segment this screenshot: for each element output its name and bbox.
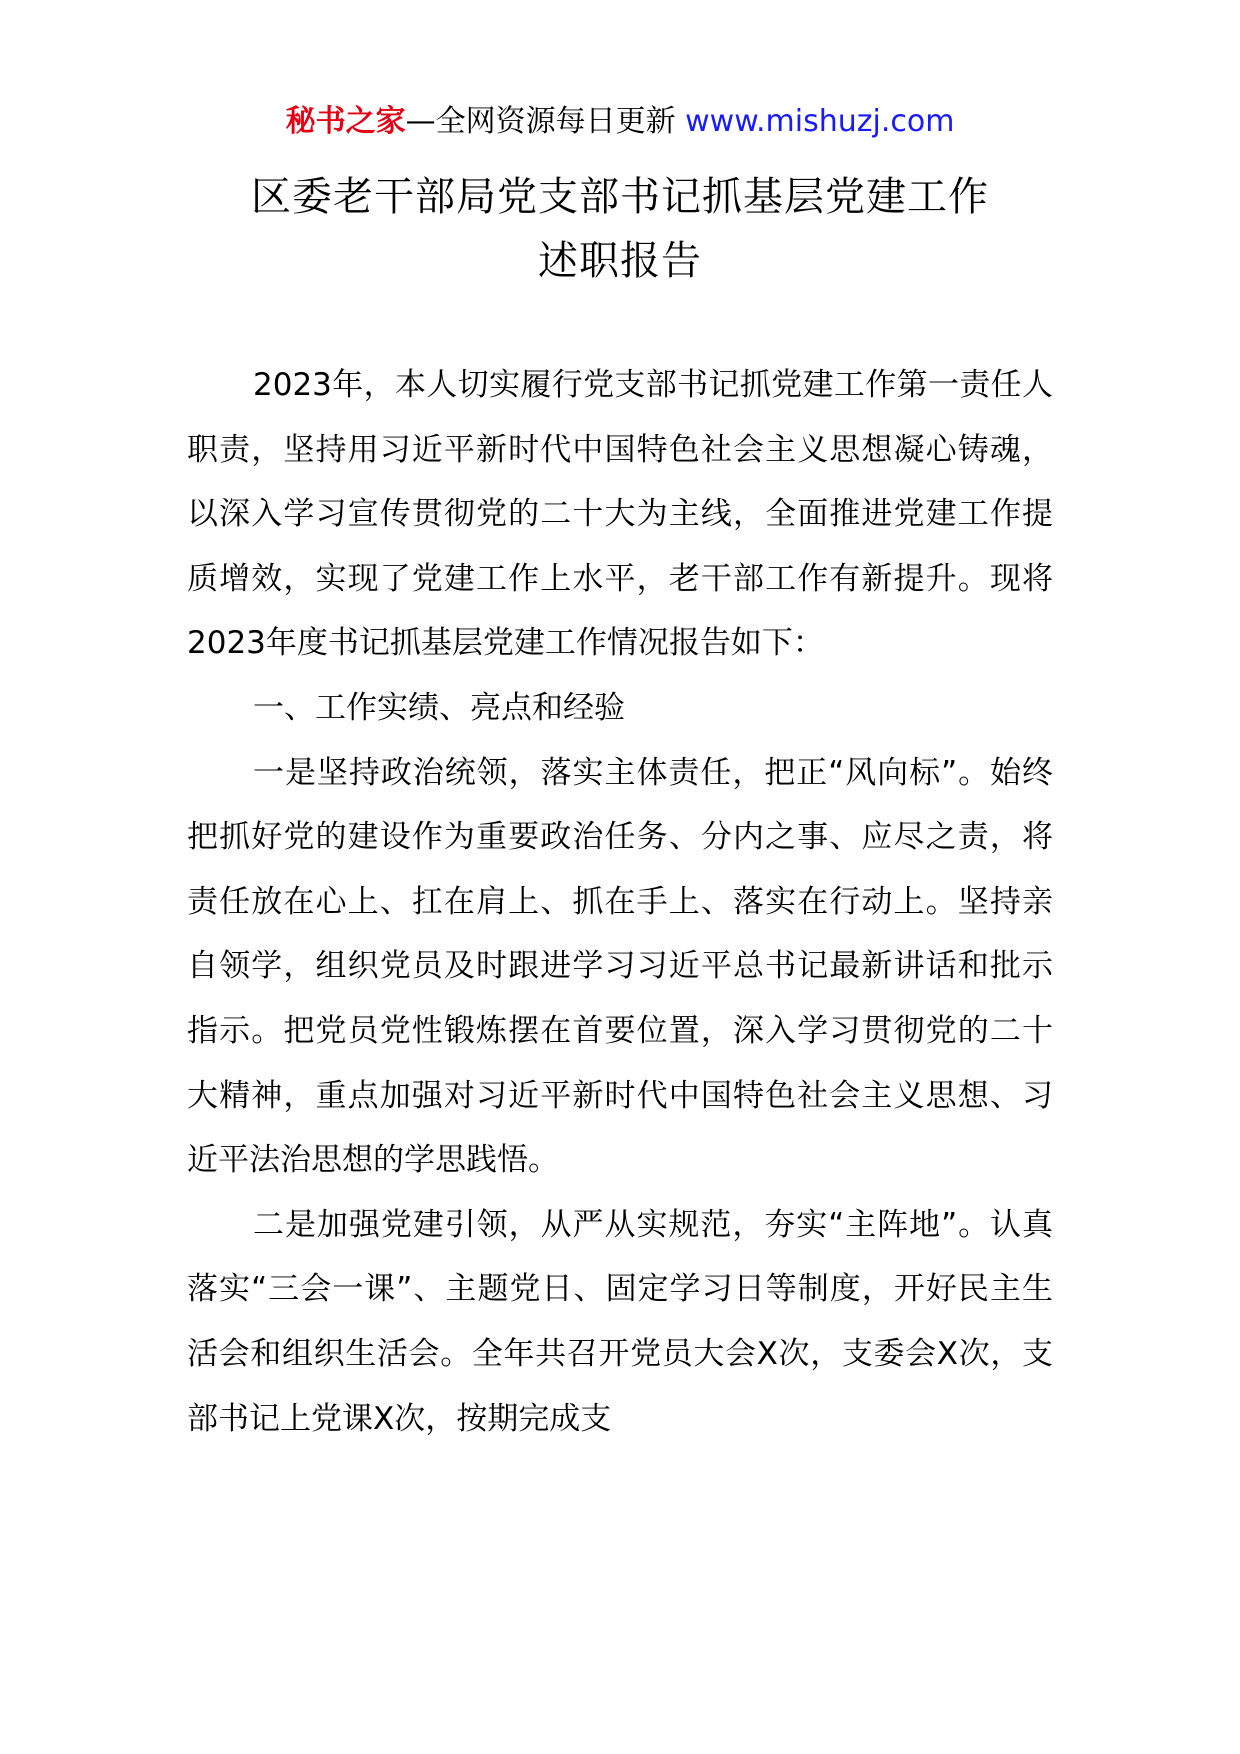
title-line-2: 述职报告 — [538, 238, 702, 284]
brand-tagline: —全网资源每日更新 — [405, 104, 676, 139]
section-heading: 一、工作实绩、亮点和经验 — [253, 689, 625, 726]
paragraph-intro: 2023年，本人切实履行党支部书记抓党建工作第一责任人职责，坚持用习近平新时代中国特色社会主义思想凝心铸魂，以深入学习宣传贯彻党的二十大为主线，全面推进党建工作提质增效，实现了党建工作上水平，老干部工作有新提升。现将2023年度书记抓基层党建工作情况报告如下： — [187, 367, 1053, 662]
brand-url[interactable]: www.mishuzj.com — [685, 104, 955, 139]
watermark-header — [0, 100, 1240, 144]
document-title — [0, 165, 1240, 293]
brand-name: 秘书之家 — [285, 104, 406, 139]
document-body — [187, 353, 1053, 1451]
paragraph-point-1: 一是坚持政治统领，落实主体责任，把正“风向标”。始终把抓好党的建设作为重要政治任务、分内之事、应尽之责，将责任放在心上、扛在肩上、抓在手上、落实在行动上。坚持亲自领学，组织党员及时跟进学习习近平总书记最新讲话和批示指示。把党员党性锻炼摆在首要位置，深入学习贯彻党的二十大精神，重点加强对习近平新时代中国特色社会主义思想、习近平法治思想的学思践悟。 — [187, 754, 1053, 1179]
paragraph-point-2: 二是加强党建引领，从严从实规范，夯实“主阵地”。认真落实“三会一课”、主题党日、固定学习日等制度，开好民主生活会和组织生活会。全年共召开党员大会X次，支委会X次，支部书记上党课X次，按期完成支 — [187, 1206, 1053, 1437]
title-line-1: 区委老干部局党支部书记抓基层党建工作 — [251, 174, 989, 220]
